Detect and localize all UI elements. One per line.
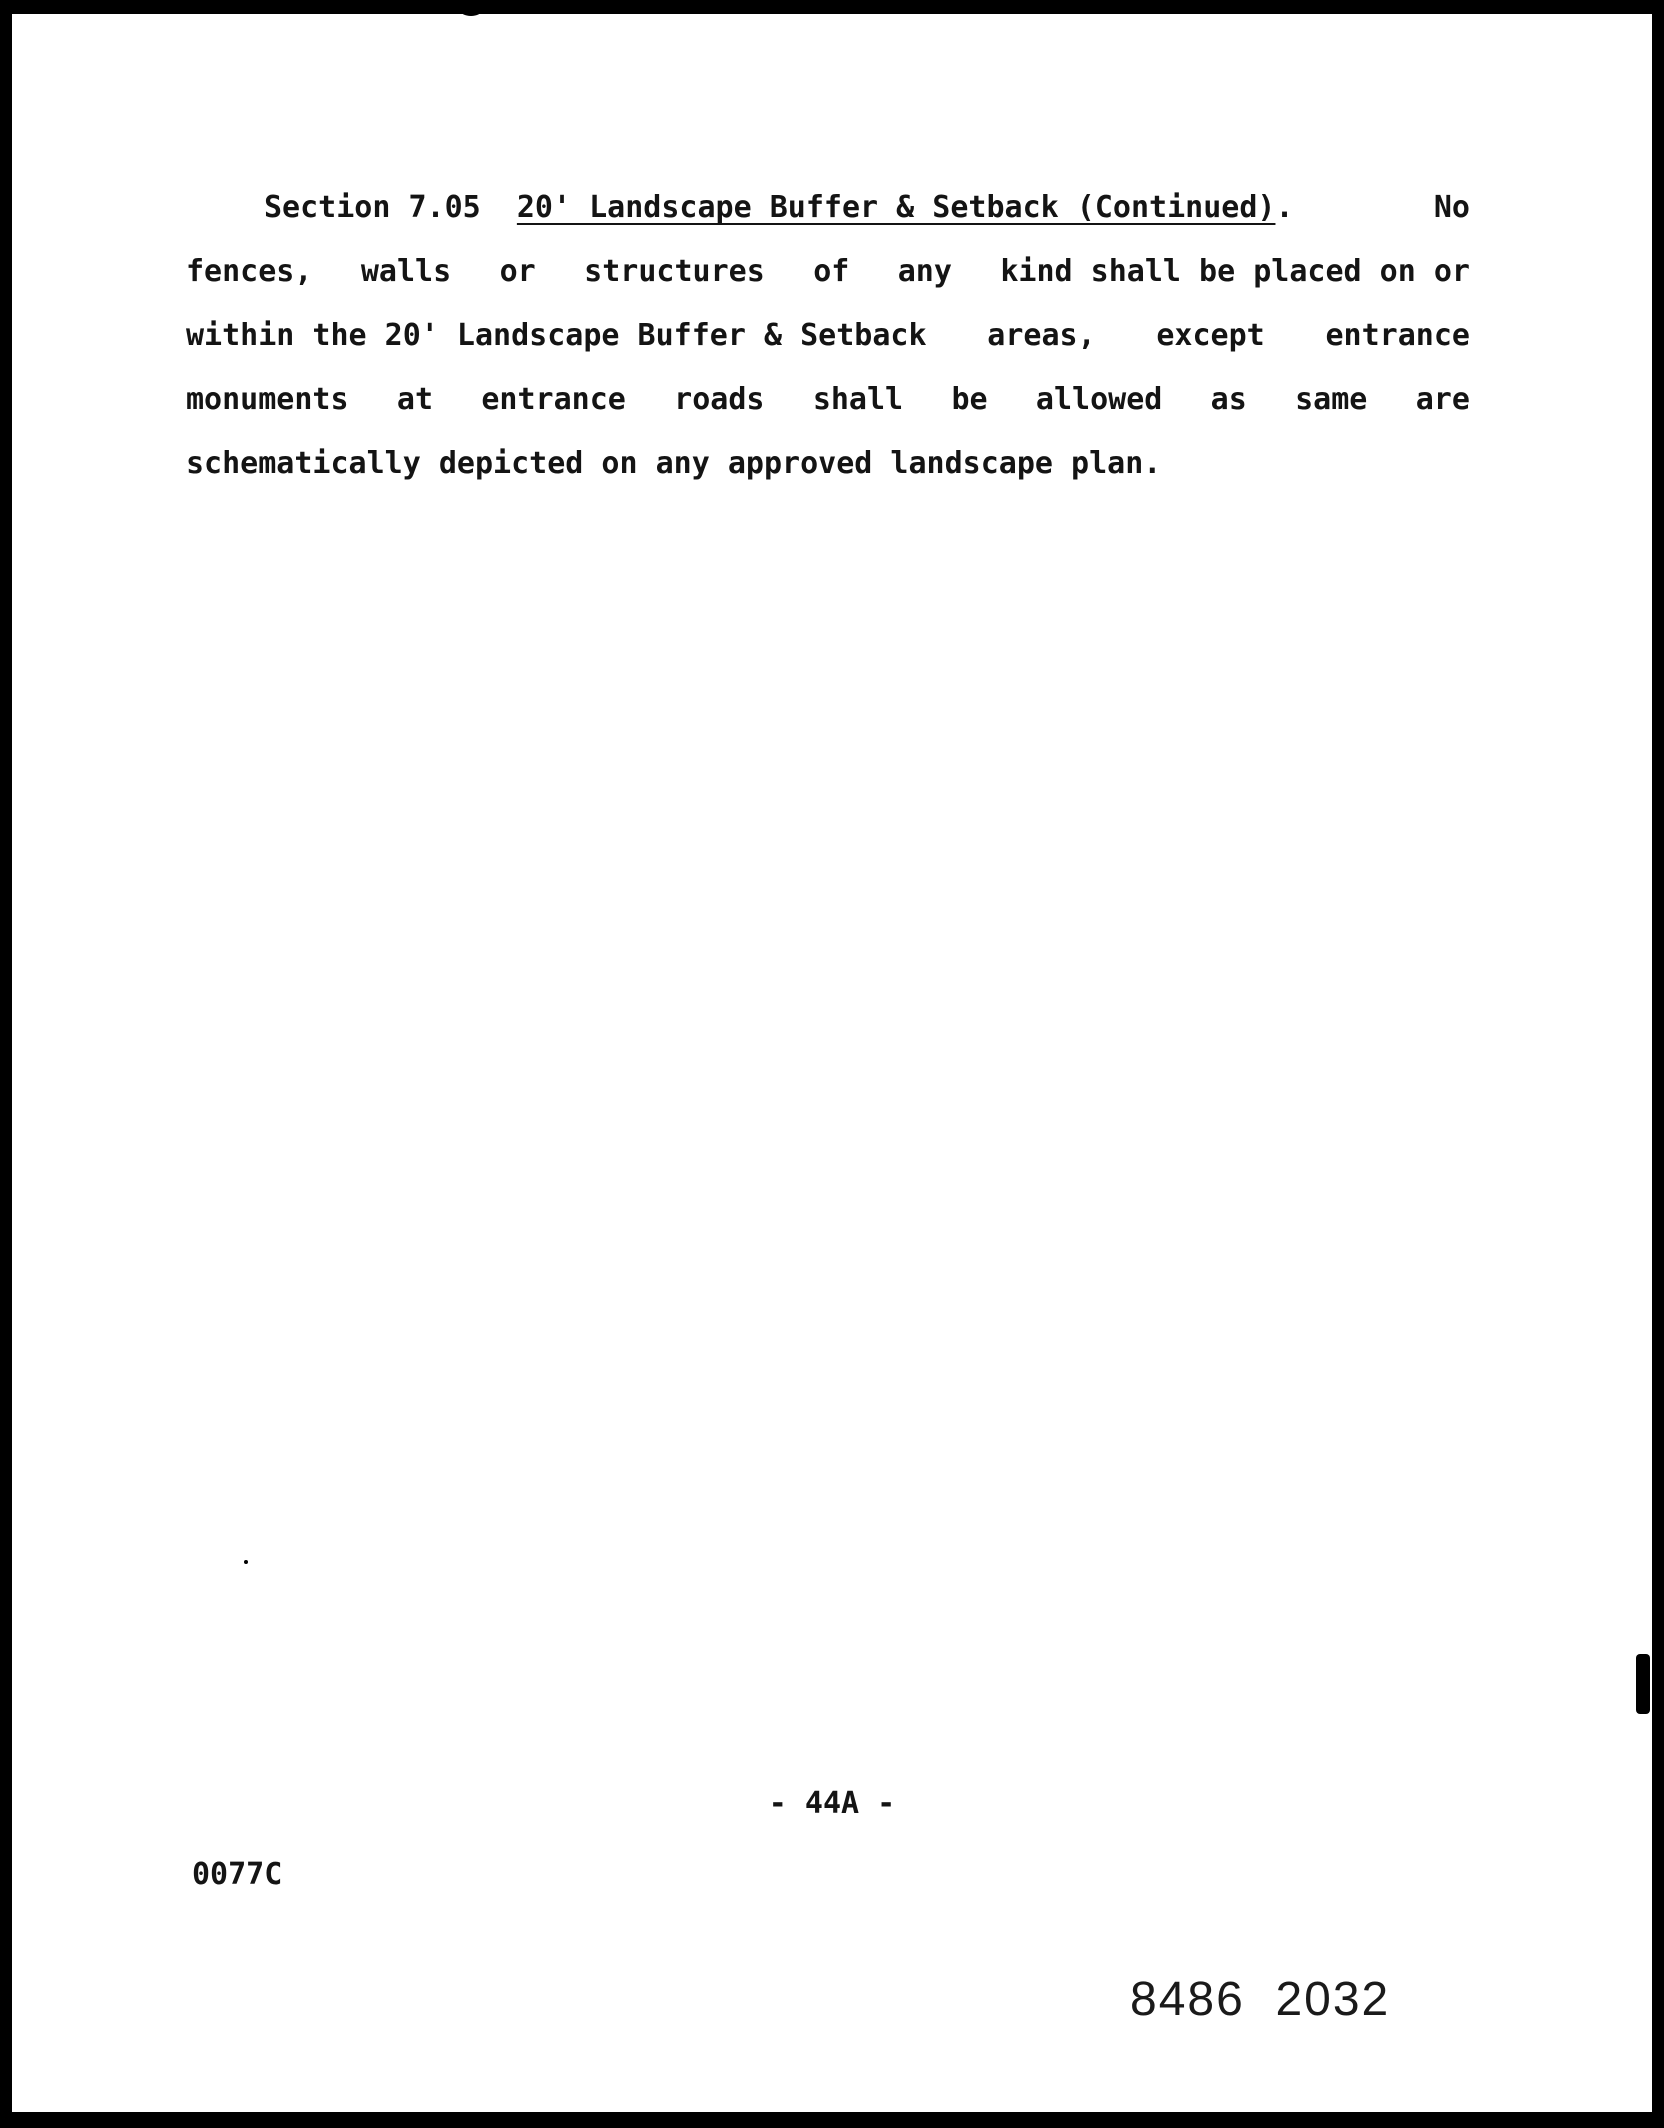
scan-artifact — [1636, 1654, 1650, 1714]
word: shall — [812, 382, 904, 417]
word: No — [1433, 190, 1470, 225]
paragraph-line — [186, 432, 1470, 496]
word: kind shall be placed on or — [1000, 254, 1470, 289]
document-code: 0077C — [192, 1857, 283, 1892]
stamp-number: 8486 2032 — [1130, 1973, 1391, 2026]
word: fences, — [186, 254, 313, 289]
word: schematically depicted on any approved landscape plan. — [186, 446, 1162, 481]
paragraph-line — [186, 304, 1470, 368]
word: roads — [674, 382, 765, 417]
paragraph-line — [186, 368, 1470, 432]
scan-artifact — [244, 1560, 248, 1564]
paragraph-line — [264, 176, 1470, 240]
word: monuments — [186, 382, 349, 417]
heading-period: . — [1275, 190, 1294, 225]
word: except — [1156, 318, 1265, 353]
section-number: Section 7.05 — [264, 190, 481, 225]
word: entrance — [1325, 318, 1470, 353]
word: within the 20' Landscape Buffer & Setback — [186, 318, 927, 353]
word: of — [813, 254, 850, 289]
word: same — [1295, 382, 1368, 417]
word: any — [897, 254, 952, 289]
word: allowed — [1035, 382, 1163, 417]
word: areas, — [987, 318, 1096, 353]
word: entrance — [481, 382, 626, 417]
word: are — [1415, 382, 1470, 417]
word: be — [951, 382, 988, 417]
word: walls — [360, 254, 452, 289]
section-heading: 20' Landscape Buffer & Setback (Continued) — [516, 190, 1276, 225]
section-paragraph — [186, 176, 1470, 496]
word: as — [1210, 382, 1247, 417]
word: at — [396, 382, 434, 417]
word: or — [499, 254, 536, 289]
paragraph-line — [186, 240, 1470, 304]
page-number: - 44A - — [768, 1786, 896, 1821]
word: structures — [584, 254, 765, 289]
scan-artifact — [460, 4, 482, 16]
